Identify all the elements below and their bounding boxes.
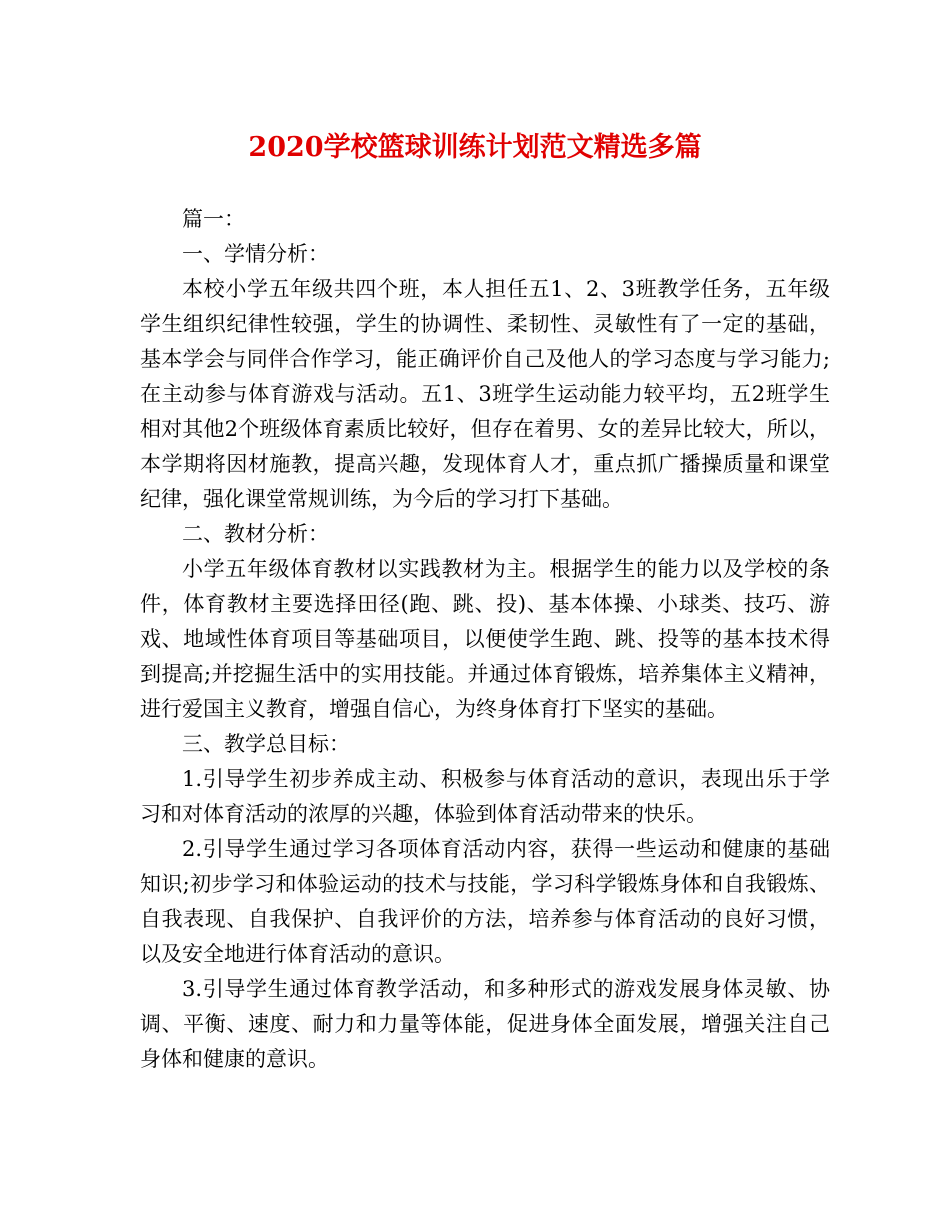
document-title: 2020学校篮球训练计划范文精选多篇: [248, 132, 702, 163]
document-body: [140, 202, 830, 1077]
goal-item-1: 1.引导学生初步养成主动、积极参与体育活动的意识，表现出乐于学习和对体育活动的浓厚的兴趣，体验到体育活动带来的快乐。: [140, 767, 830, 826]
section-heading-1: 一、学情分析：: [182, 242, 329, 266]
goal-item-2: 2.引导学生通过学习各项体育活动内容，获得一些运动和健康的基础知识;初步学习和体验运动的技术与技能，学习科学锻炼身体和自我锻炼、自我表现、自我保护、自我评价的方法，培养参与体育活动的良好习惯，以及安全地进行体育活动的意识。: [140, 837, 830, 966]
section-heading-3: 三、教学总目标：: [182, 732, 350, 756]
section-2-paragraph: 小学五年级体育教材以实践教材为主。根据学生的能力以及学校的条件，体育教材主要选择田径(跑、跳、投)、基本体操、小球类、技巧、游戏、地域性体育项目等基础项目，以便使学生跑、跳、投等的基本技术得到提高;并挖掘生活中的实用技能。并通过体育锻炼，培养集体主义精神，进行爱国主义教育，增强自信心，为终身体育打下坚实的基础。: [140, 557, 830, 721]
section-heading-2: 二、教材分析：: [182, 522, 329, 546]
section-1-paragraph: 本校小学五年级共四个班，本人担任五1、2、3班教学任务，五年级学生组织纪律性较强，学生的协调性、柔韧性、灵敏性有了一定的基础，基本学会与同伴合作学习，能正确评价自己及他人的学习态度与学习能力;在主动参与体育游戏与活动。五1、3班学生运动能力较平均，五2班学生相对其他2个班级体育素质比较好，但存在着男、女的差异比较大，所以，本学期将因材施教，提高兴趣，发现体育人才，重点抓广播操质量和课堂纪律，强化课堂常规训练，为今后的学习打下基础。: [140, 277, 830, 511]
goal-item-3: 3.引导学生通过体育教学活动，和多种形式的游戏发展身体灵敏、协调、平衡、速度、耐力和力量等体能，促进身体全面发展，增强关注自己身体和健康的意识。: [140, 977, 830, 1071]
part-label: 篇一：: [182, 207, 245, 231]
